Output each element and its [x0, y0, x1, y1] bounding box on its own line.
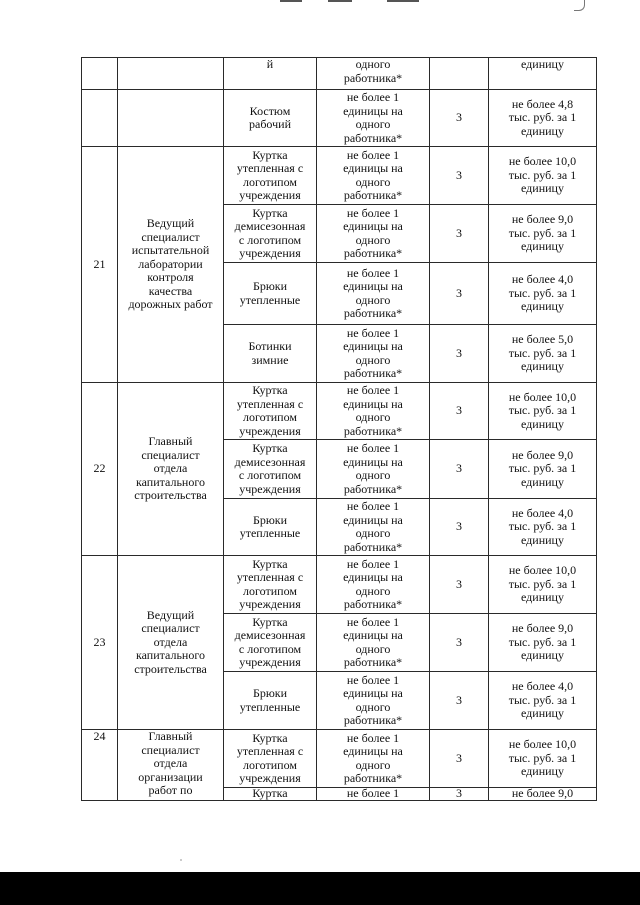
term-cell: 3 — [429, 555, 489, 614]
limit-cell: не более 4,0 тыс. руб. за 1 единицу — [488, 262, 597, 325]
item-cell: Брюки утепленные — [223, 498, 317, 556]
limit-cell: не более 10,0 тыс. руб. за 1 единицу — [488, 729, 597, 788]
item-cell: Костюм рабочий — [223, 89, 317, 147]
scan-corner-mark — [574, 0, 585, 11]
item-cell: Брюки утепленные — [223, 262, 317, 325]
header-mark-2 — [328, 0, 352, 2]
term-cell: 3 — [429, 89, 489, 147]
item-cell: Брюки утепленные — [223, 671, 317, 730]
quantity-cell: не более 1 единицы на одного работника* — [316, 498, 430, 556]
limit-cell: не более 9,0 тыс. руб. за 1 единицу — [488, 204, 597, 263]
quantity-cell: не более 1 единицы на одного работника* — [316, 555, 430, 614]
item-cell: Ботинки зимние — [223, 324, 317, 383]
item-cell: Куртка демисезонная с логотипом учреждения — [223, 204, 317, 263]
quantity-cell: не более 1 единицы на одного работника* — [316, 324, 430, 383]
position-cell — [117, 89, 224, 147]
quantity-cell: не более 1 единицы на одного работника* — [316, 729, 430, 788]
term-cell: 3 — [429, 204, 489, 263]
position-cell: Главный специалист отдела капитального строительства — [117, 382, 224, 556]
quantity-cell: не более 1 единицы на одного работника* — [316, 262, 430, 325]
number-cell: 21 — [81, 146, 118, 383]
position-cell — [117, 57, 224, 90]
term-cell: 3 — [429, 671, 489, 730]
limit-cell: не более 10,0 тыс. руб. за 1 единицу — [488, 146, 597, 205]
term-cell: 3 — [429, 382, 489, 440]
limit-cell: не более 10,0 тыс. руб. за 1 единицу — [488, 555, 597, 614]
quantity-cell: не более 1 — [316, 787, 430, 801]
item-cell: Куртка демисезонная с логотипом учреждения — [223, 613, 317, 672]
term-cell: 3 — [429, 262, 489, 325]
limit-cell: не более 5,0 тыс. руб. за 1 единицу — [488, 324, 597, 383]
quantity-cell: не более 1 единицы на одного работника* — [316, 439, 430, 499]
quantity-cell: не более 1 единицы на одного работника* — [316, 382, 430, 440]
limit-cell: не более 4,0 тыс. руб. за 1 единицу — [488, 671, 597, 730]
position-cell: Главный специалист отдела организации работ по — [117, 729, 224, 801]
term-cell: 3 — [429, 498, 489, 556]
term-cell: 3 — [429, 613, 489, 672]
position-cell: Ведущий специалист испытательной лаборатории контроля качества дорожных работ — [117, 146, 224, 383]
limit-cell: не более 4,8 тыс. руб. за 1 единицу — [488, 89, 597, 147]
term-cell: 3 — [429, 729, 489, 788]
term-cell: 3 — [429, 439, 489, 499]
limit-cell: не более 4,0 тыс. руб. за 1 единицу — [488, 498, 597, 556]
header-mark-1 — [280, 0, 302, 2]
quantity-cell: не более 1 единицы на одного работника* — [316, 671, 430, 730]
header-mark-3 — [387, 0, 419, 2]
term-cell — [429, 57, 489, 90]
item-cell: Куртка демисезонная с логотипом учреждения — [223, 439, 317, 499]
term-cell: 3 — [429, 146, 489, 205]
term-cell: 3 — [429, 787, 489, 801]
number-cell: 24 — [81, 729, 118, 801]
position-cell: Ведущий специалист отдела капитального строительства — [117, 555, 224, 730]
scan-speck — [180, 859, 182, 861]
number-cell — [81, 89, 118, 147]
quantity-cell: не более 1 единицы на одного работника* — [316, 613, 430, 672]
item-cell: Куртка утепленная с логотипом учреждения — [223, 382, 317, 440]
item-cell: й — [223, 57, 317, 90]
item-cell: Куртка — [223, 787, 317, 801]
item-cell: Куртка утепленная с логотипом учреждения — [223, 555, 317, 614]
limit-cell: не более 10,0 тыс. руб. за 1 единицу — [488, 382, 597, 440]
scan-bottom-band — [0, 872, 640, 905]
limit-cell: не более 9,0 тыс. руб. за 1 единицу — [488, 613, 597, 672]
limit-cell: единицу — [488, 57, 597, 90]
limit-cell: не более 9,0 — [488, 787, 597, 801]
quantity-cell: не более 1 единицы на одного работника* — [316, 146, 430, 205]
item-cell: Куртка утепленная с логотипом учреждения — [223, 146, 317, 205]
number-cell: 23 — [81, 555, 118, 730]
number-cell: 22 — [81, 382, 118, 556]
item-cell: Куртка утепленная с логотипом учреждения — [223, 729, 317, 788]
limit-cell: не более 9,0 тыс. руб. за 1 единицу — [488, 439, 597, 499]
number-cell — [81, 57, 118, 90]
term-cell: 3 — [429, 324, 489, 383]
quantity-cell: одного работника* — [316, 57, 430, 90]
quantity-cell: не более 1 единицы на одного работника* — [316, 89, 430, 147]
quantity-cell: не более 1 единицы на одного работника* — [316, 204, 430, 263]
